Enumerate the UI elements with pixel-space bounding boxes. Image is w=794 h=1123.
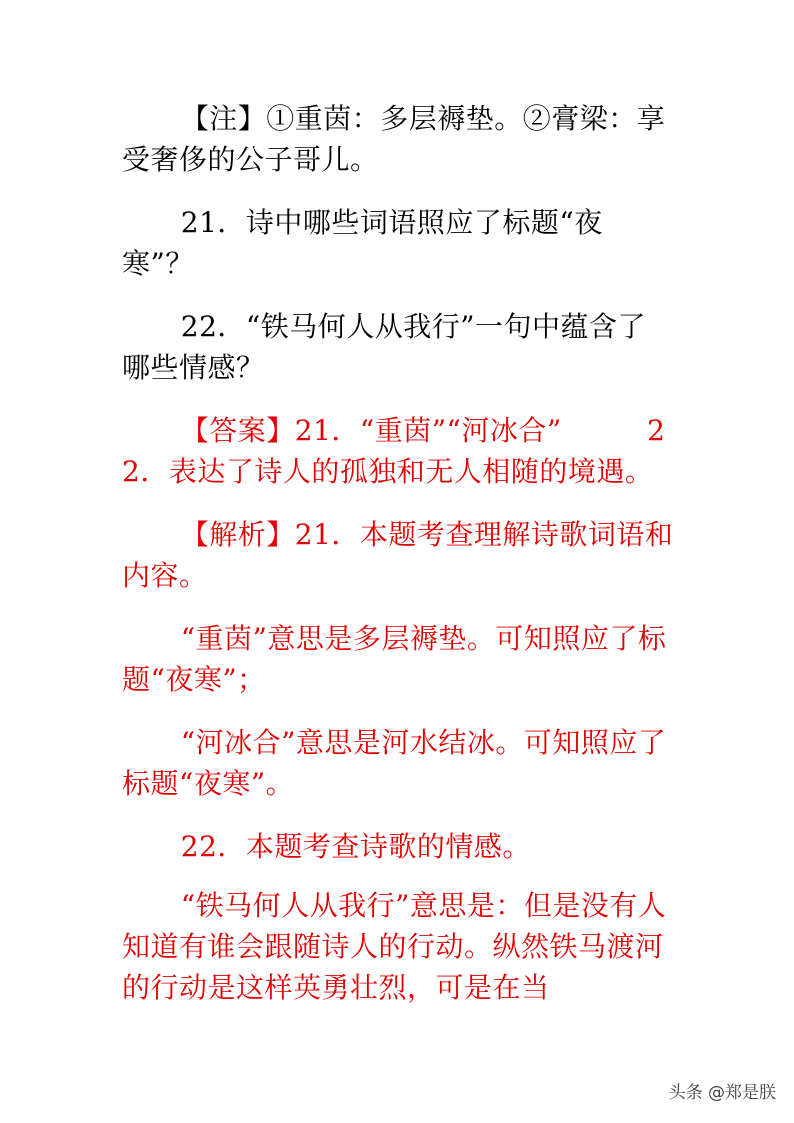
analysis-intro: 【解析】21．本题考查理解诗歌词语和内容。 [122,518,674,592]
answer-paragraph: 【答案】21．“重茵”“河冰合” 22．表达了诗人的孤独和无人相随的境遇。 [122,414,666,488]
analysis-zhongyin: “重茵”意思是多层褥垫。可知照应了标题“夜寒”； [122,622,667,696]
question-22: 22．“铁马何人从我行”一句中蕴含了哪些情感？ [122,310,647,384]
analysis-22-detail: “铁马何人从我行”意思是：但是没有人知道有谁会跟随诗人的行动。纵然铁马渡河的行动是这样英勇壮烈，可是在当 [122,889,667,1004]
watermark [669,1078,776,1103]
question-21: 21．诗中哪些词语照应了标题“夜寒”？ [122,206,603,280]
analysis-22-intro: 22．本题考查诗歌的情感。 [180,830,531,863]
analysis-hebinghe: “河冰合”意思是河水结冰。可知照应了标题“夜寒”。 [122,726,667,800]
document-body [122,98,674,1030]
watermark-text: 头条 @郑是朕 [668,1083,776,1103]
note-paragraph: 【注】①重茵：多层褥垫。②膏梁：享受奢侈的公子哥儿。 [122,102,666,176]
